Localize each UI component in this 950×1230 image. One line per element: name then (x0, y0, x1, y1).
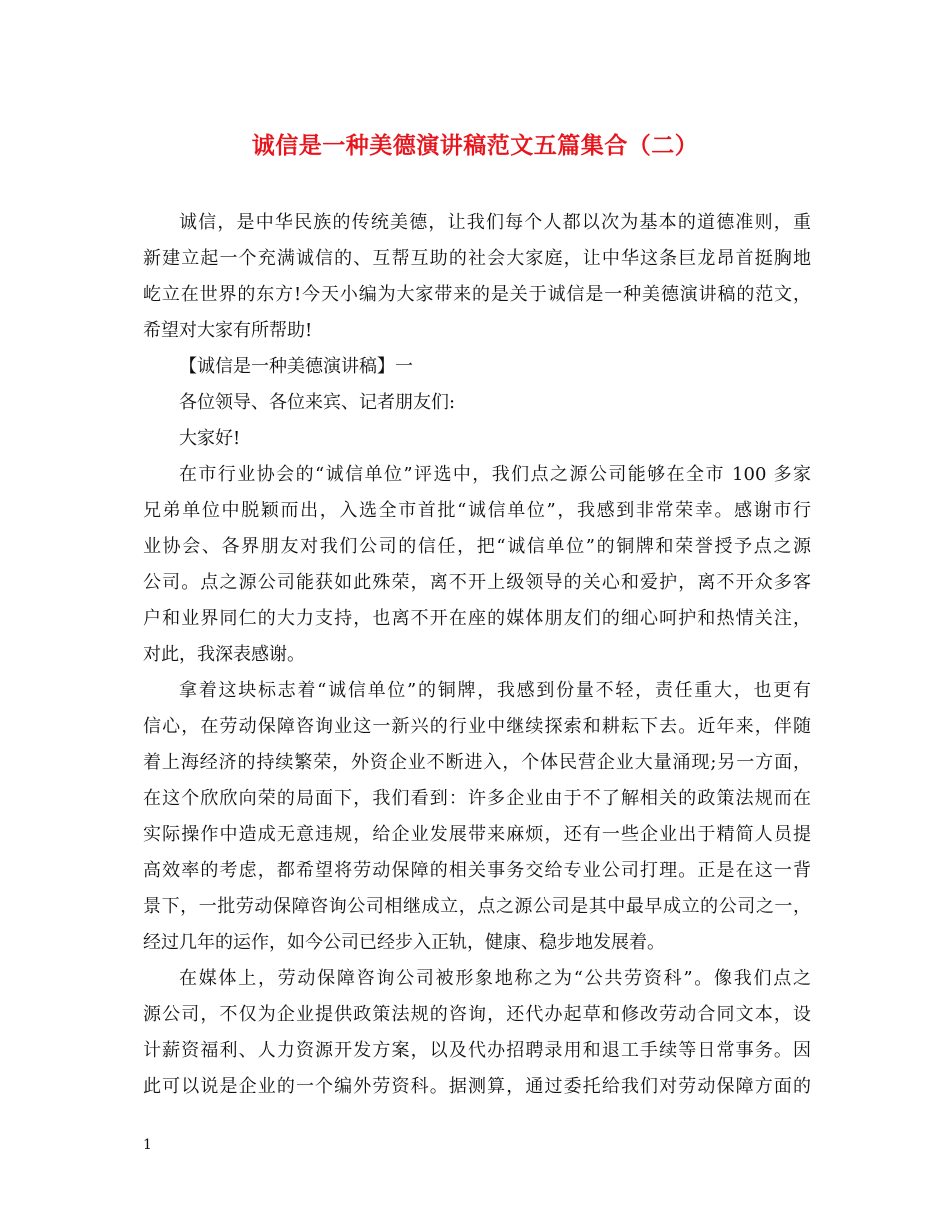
paragraph-line: 源公司，不仅为企业提供政策法规的咨询，还代办起草和修改劳动合同文本，设 (143, 1004, 811, 1025)
paragraph-line: 兄弟单位中脱颖而出，入选全市首批“诚信单位”，我感到非常荣幸。感谢市行 (143, 500, 811, 521)
paragraph-line: 高效率的考虑，都希望将劳动保障的相关事务交给专业公司打理。正是在这一背 (143, 860, 811, 881)
paragraph-line: 实际操作中造成无意违规，给企业发展带来麻烦，还有一些企业出于精简人员提 (143, 824, 811, 845)
paragraph-line: 在媒体上，劳动保障咨询公司被形象地称之为“公共劳资科”。像我们点之 (179, 968, 811, 989)
paragraph-line: 在这个欣欣向荣的局面下，我们看到：许多企业由于不了解相关的政策法规而在 (143, 788, 811, 809)
paragraph-line: 户和业界同仁的大力支持，也离不开在座的媒体朋友们的细心呵护和热情关注， (143, 608, 811, 629)
paragraph-line: 屹立在世界的东方!今天小编为大家带来的是关于诚信是一种美德演讲稿的范文， (143, 284, 811, 305)
paragraph-line: 业协会、各界朋友对我们公司的信任，把“诚信单位”的铜牌和荣誉授予点之源 (143, 536, 811, 557)
paragraph-line: 景下，一批劳动保障咨询公司相继成立，点之源公司是其中最早成立的公司之一， (143, 896, 811, 917)
page-number: 1 (143, 1137, 152, 1153)
salutation-line: 各位领导、各位来宾、记者朋友们: (179, 392, 456, 413)
greeting-line: 大家好! (179, 428, 241, 449)
paragraph-line: 对此，我深表感谢。 (143, 644, 305, 665)
paragraph-line: 公司。点之源公司能获如此殊荣，离不开上级领导的关心和爱护，离不开众多客 (143, 572, 811, 593)
paragraph-line: 经过几年的运作，如今公司已经步入正轨，健康、稳步地发展着。 (143, 932, 665, 953)
paragraph-line: 拿着这块标志着“诚信单位”的铜牌，我感到份量不轻，责任重大，也更有 (179, 680, 811, 701)
paragraph-line: 计薪资福利、人力资源开发方案，以及代办招聘录用和退工手续等日常事务。因 (143, 1040, 811, 1061)
paragraph-line: 此可以说是企业的一个编外劳资科。据测算，通过委托给我们对劳动保障方面的 (143, 1076, 811, 1097)
paragraph-line: 信心，在劳动保障咨询业这一新兴的行业中继续探索和耕耘下去。近年来，伴随 (143, 716, 811, 737)
paragraph-line: 希望对大家有所帮助! (143, 320, 313, 341)
document-body (143, 205, 811, 1105)
paragraph-line: 在市行业协会的“诚信单位”评选中，我们点之源公司能够在全市 100 多家 (179, 464, 811, 485)
paragraph-line: 着上海经济的持续繁荣，外资企业不断进入，个体民营企业大量涌现;另一方面， (143, 752, 811, 773)
paragraph-line: 诚信，是中华民族的传统美德，让我们每个人都以次为基本的道德准则，重 (179, 212, 811, 233)
document-title: 诚信是一种美德演讲稿范文五篇集合（二） (251, 132, 699, 159)
section-heading: 【诚信是一种美德演讲稿】一 (179, 356, 413, 377)
paragraph-line: 新建立起一个充满诚信的、互帮互助的社会大家庭，让中华这条巨龙昂首挺胸地 (143, 248, 811, 269)
